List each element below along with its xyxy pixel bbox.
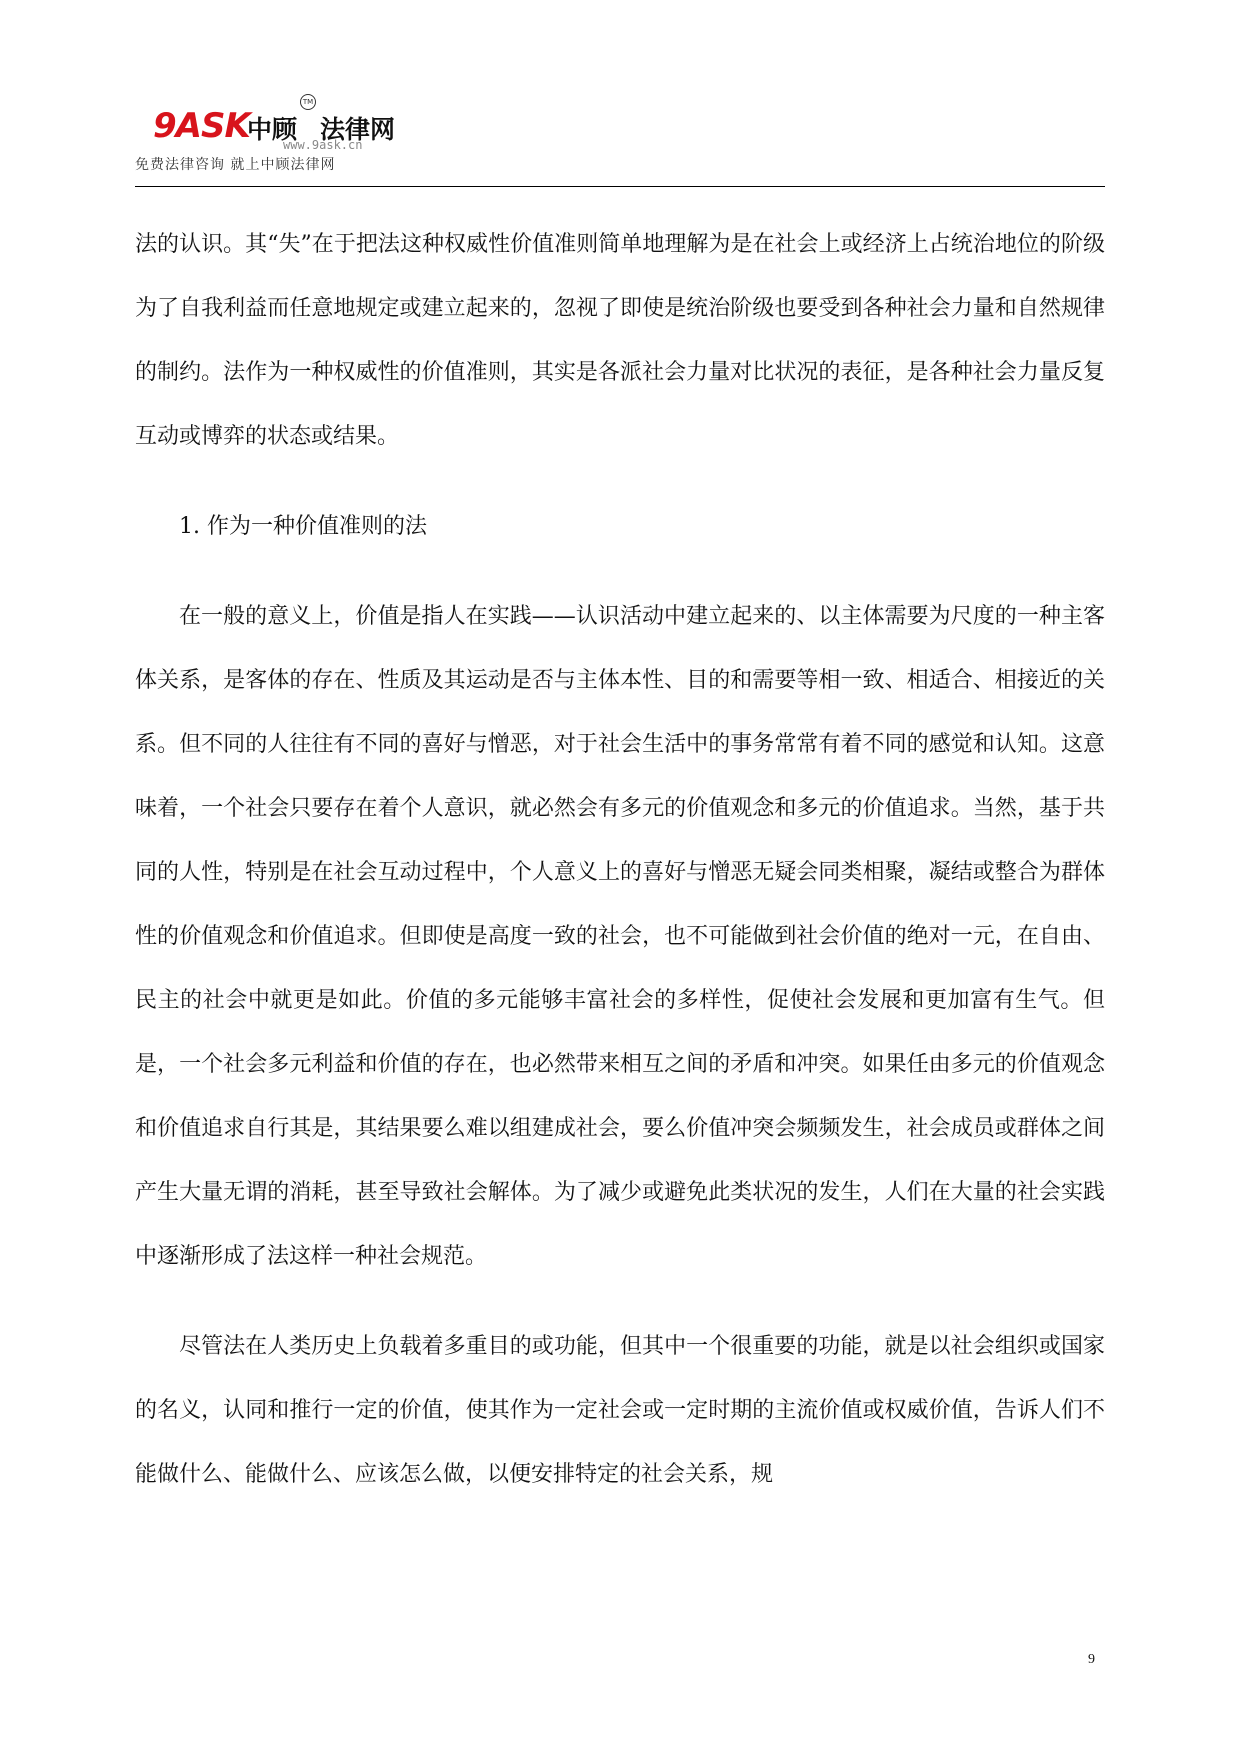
- paragraph: 在一般的意义上，价值是指人在实践——认识活动中建立起来的、以主体需要为尺度的一种主客体关系，是客体的存在、性质及其运动是否与主体本性、目的和需要等相一致、相适合、相接近的关系。但不同的人往往有不同的喜好与憎恶，对于社会生活中的事务常常有着不同的感觉和认知。这意味着，一个社会只要存在着个人意识，就必然会有多元的价值观念和多元的价值追求。当然，基于共同的人性，特别是在社会互动过程中，个人意义上的喜好与憎恶无疑会同类相聚，凝结或整合为群体性的价值观念和价值追求。但即使是高度一致的社会，也不可能做到社会价值的绝对一元，在自由、民主的社会中就更是如此。价值的多元能够丰富社会的多样性，促使社会发展和更加富有生气。但是，一个社会多元利益和价值的存在，也必然带来相互之间的矛盾和冲突。如果任由多元的价值观念和价值追求自行其是，其结果要么难以组建成社会，要么价值冲突会频频发生，社会成员或群体之间产生大量无谓的消耗，甚至导致社会解体。为了减少或避免此类状况的发生，人们在大量的社会实践中逐渐形成了法这样一种社会规范。: [135, 604, 1105, 1269]
- document-header: [135, 96, 1115, 186]
- paragraph: 法的认识。其“失”在于把法这种权威性价值准则简单地理解为是在社会上或经济上占统治地位的阶级为了自我利益而任意地规定或建立起来的，忽视了即使是统治阶级也要受到各种社会力量和自然规律的制约。法作为一种权威性的价值准则，其实是各派社会力量对比状况的表征，是各种社会力量反复互动或博弈的状态或结果。: [135, 232, 1105, 449]
- logo-mark: 9ASK: [153, 106, 250, 146]
- paragraph: 尽管法在人类历史上负载着多重目的或功能，但其中一个很重要的功能，就是以社会组织或国家的名义，认同和推行一定的价值，使其作为一定社会或一定时期的主流价值或权威价值，告诉人们不能做什么、能做什么、应该怎么做，以便安排特定的社会关系，规: [135, 1334, 1105, 1487]
- page-number: 9: [1088, 1652, 1095, 1667]
- logo-brand-suffix: 法律网: [320, 115, 396, 144]
- logo-slogan: 免费法律咨询 就上中顾法律网: [135, 157, 336, 173]
- header-divider: [135, 186, 1105, 187]
- document-body: [135, 213, 1105, 1507]
- logo-url: www.9ask.cn: [283, 138, 363, 152]
- logo-brand-name: 中顾: [247, 115, 298, 144]
- section-heading: 1. 作为一种价值准则的法: [179, 514, 427, 539]
- trademark-icon: TM: [300, 94, 316, 110]
